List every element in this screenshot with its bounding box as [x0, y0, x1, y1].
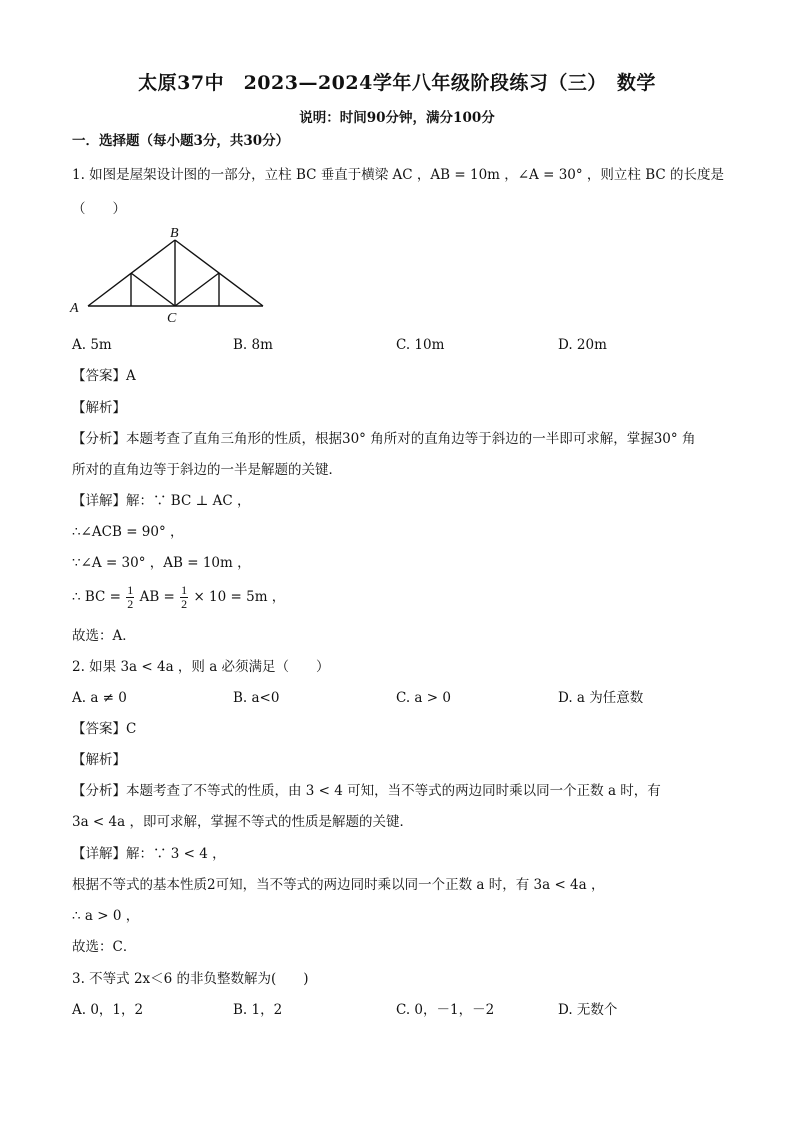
fraction-one-half-2: [180, 584, 188, 611]
q1-detail-line4-pre: ∴ BC =: [72, 589, 121, 605]
label-c: C: [167, 311, 177, 326]
q1-detail-line3: ∵∠A = 30° ，AB = 10m ，: [72, 555, 251, 571]
q2-option-d: D. a 为任意数: [558, 690, 644, 706]
q3-option-a: A. 0，1，2: [72, 1002, 144, 1018]
q1-detail-line4-post: × 10 = 5m ，: [193, 589, 286, 605]
q1-truss-figure: [66, 222, 276, 328]
q1-option-b: B. 8m: [233, 337, 273, 353]
fraction-one-half: [126, 584, 134, 611]
fraction-numerator-2: 1: [181, 583, 188, 597]
label-b: B: [170, 226, 179, 241]
q2-detail-line2: 根据不等式的基本性质2可知，当不等式的两边同时乘以同一个正数 a 时，有 3a < 4a ，: [72, 877, 605, 893]
q2-fenxi-line2: 3a < 4a ，即可求解，掌握不等式的性质是解题的关键．: [72, 814, 413, 830]
q3-option-c: C. 0，－1，－2: [396, 1002, 495, 1018]
q2-option-b: B. a<0: [233, 690, 280, 706]
q1-fenxi-line1: 【分析】本题考查了直角三角形的性质，根据30° 角所对的直角边等于斜边的一半即可求解，掌握30° 角: [72, 431, 696, 447]
q1-detail-line4: [72, 582, 285, 612]
q1-option-a: A. 5m: [72, 337, 112, 353]
q1-option-d: D. 20m: [558, 337, 607, 353]
q1-detail-line2: ∴∠ACB = 90° ，: [72, 524, 184, 540]
q2-option-a: A. a ≠ 0: [72, 690, 127, 706]
q2-option-c: C. a > 0: [396, 690, 451, 706]
fraction-denominator-2: 2: [181, 597, 188, 611]
q2-analysis-label: 【解析】: [72, 752, 126, 768]
q1-detail-line4-mid: AB =: [139, 589, 175, 605]
q3-stem: 3. 不等式 2x＜6 的非负整数解为( ): [72, 971, 309, 987]
q1-analysis-label: 【解析】: [72, 400, 126, 416]
q1-option-c: C. 10m: [396, 337, 445, 353]
exam-instructions: 说明：时间90分钟，满分100分: [299, 110, 495, 126]
q1-stem-line2: （ ）: [72, 201, 126, 217]
fraction-denominator: 2: [127, 597, 134, 611]
truss-lines: [88, 240, 263, 306]
q1-detail-line1: 【详解】解：∵ BC ⊥ AC ，: [72, 493, 251, 509]
q1-stem-line1: 1. 如图是屋架设计图的一部分，立柱 BC 垂直于横梁 AC ，AB = 10m ，∠A = 30° ，则立柱 BC 的长度是: [72, 167, 725, 183]
section-heading-choice: 一．选择题（每小题3分，共30分）: [72, 133, 290, 149]
q3-option-d: D. 无数个: [558, 1002, 618, 1018]
q1-answer: 【答案】A: [72, 368, 136, 384]
fraction-numerator: 1: [127, 583, 134, 597]
q1-fenxi-line2: 所对的直角边等于斜边的一半是解题的关键．: [72, 462, 342, 478]
q2-answer: 【答案】C: [72, 721, 137, 737]
q2-fenxi-line1: 【分析】本题考查了不等式的性质，由 3 < 4 可知，当不等式的两边同时乘以同一个正数 a 时，有: [72, 783, 661, 799]
q2-conclusion: 故选：C．: [72, 939, 137, 955]
q2-stem: 2. 如果 3a < 4a ，则 a 必须满足（ ）: [72, 659, 330, 675]
q1-conclusion: 故选：A．: [72, 628, 136, 644]
label-a: A: [70, 301, 79, 316]
page-title: 太原37中 2023—2024学年八年级阶段练习（三） 数学: [138, 72, 656, 94]
q2-detail-line1: 【详解】解：∵ 3 < 4 ，: [72, 846, 226, 862]
q3-option-b: B. 1，2: [233, 1002, 283, 1018]
q2-detail-line3: ∴ a > 0 ，: [72, 908, 140, 924]
